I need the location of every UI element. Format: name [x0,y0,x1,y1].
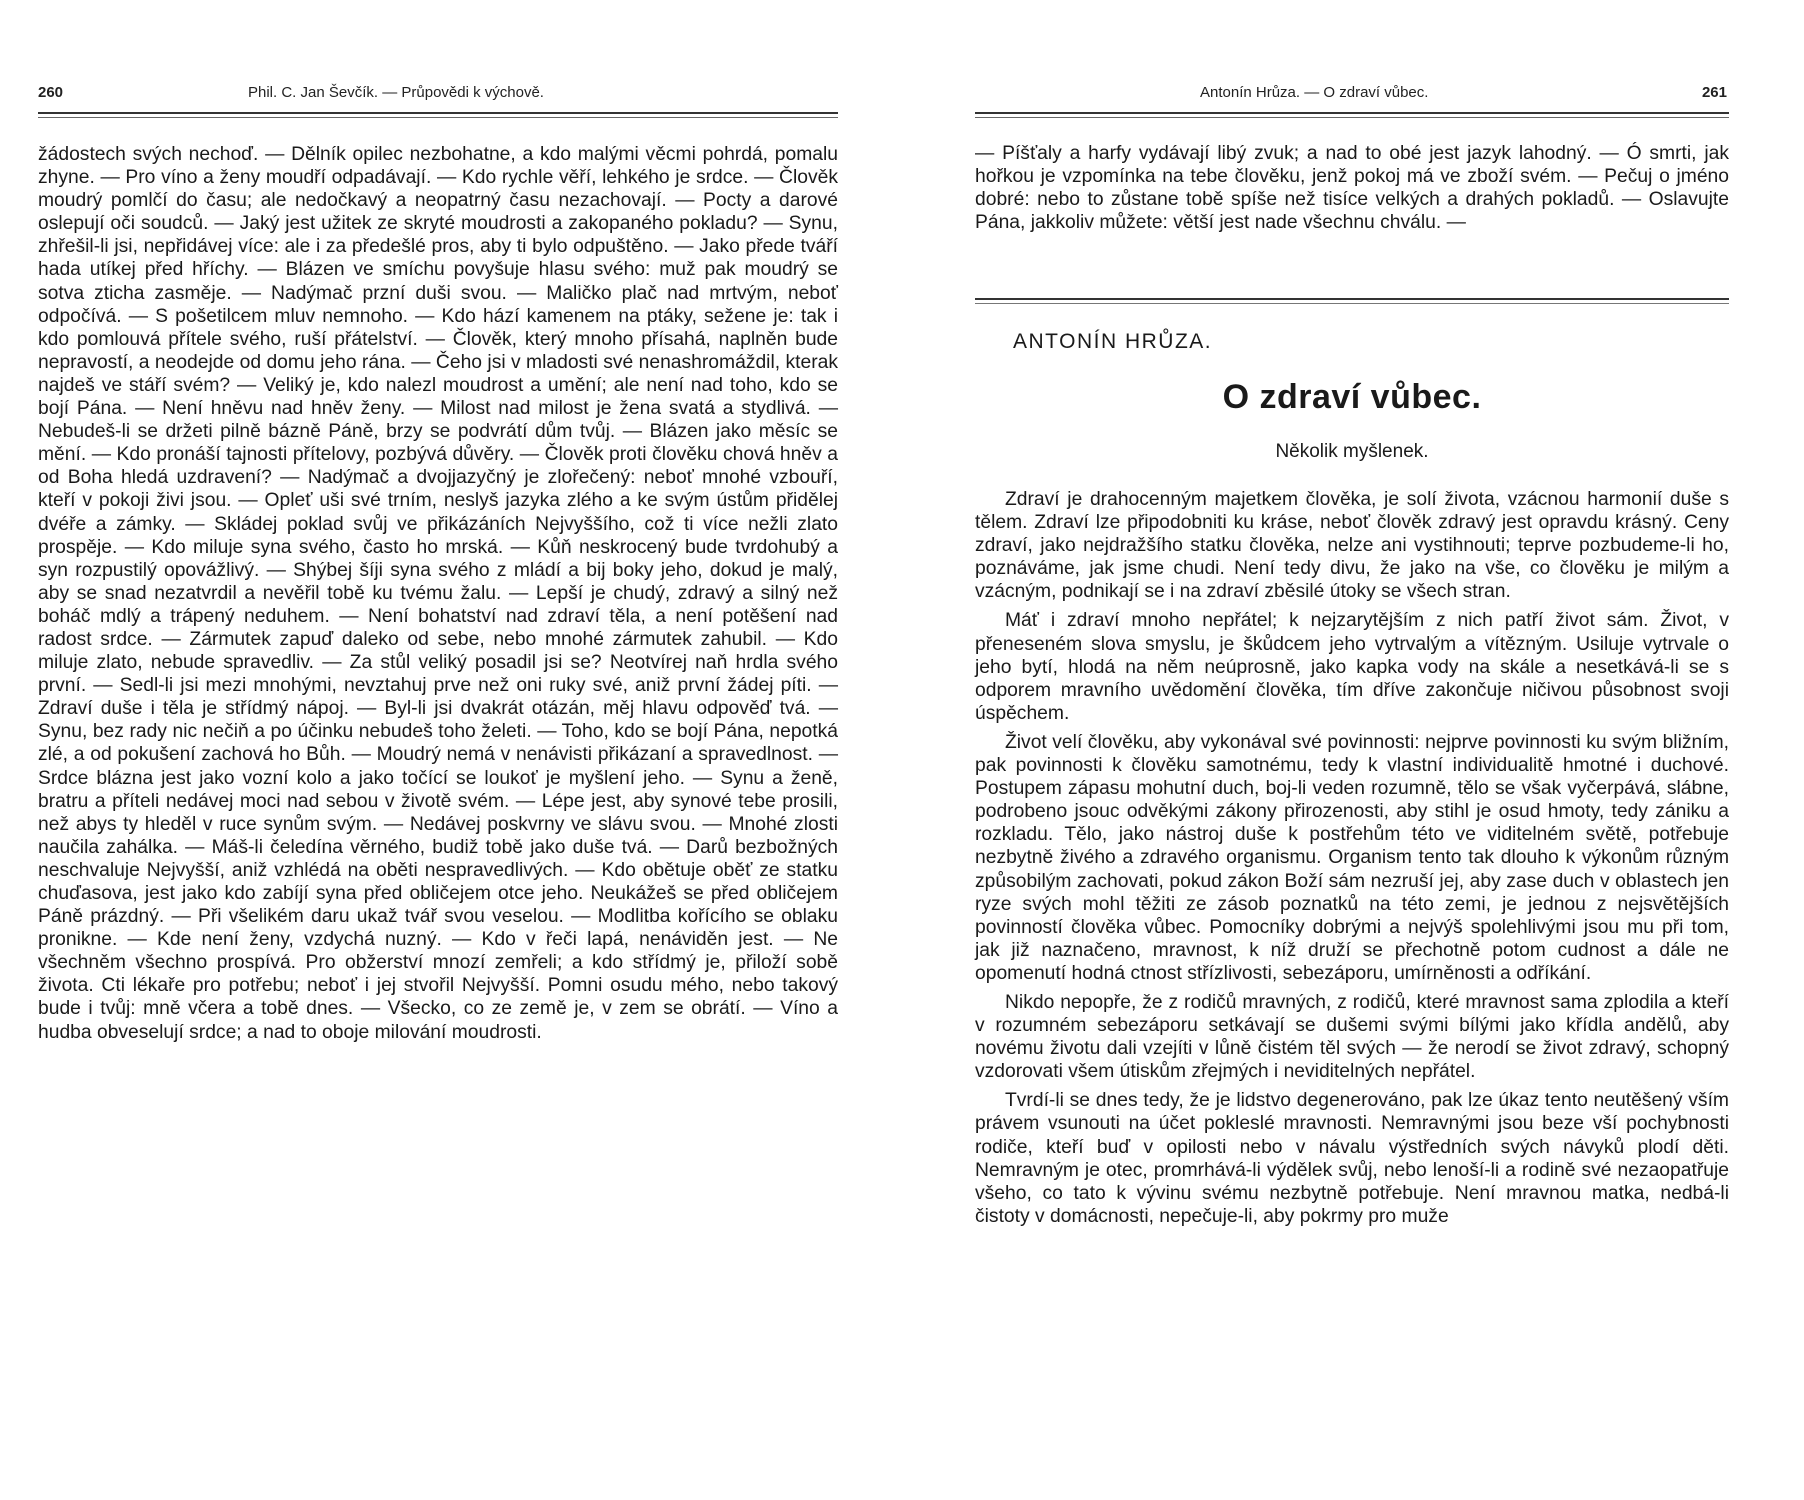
right-running-title: Antonín Hrůza. — O zdraví vůbec. [1200,84,1429,101]
article-title: O zdraví vůbec. [1222,378,1482,416]
article-subtitle: Několik myšlenek. [1275,441,1429,462]
article-body [975,488,1729,1234]
right-top-body [975,142,1729,234]
left-running-title: Phil. C. Jan Ševčík. — Průpovědi k výchově. [248,84,544,101]
left-page [38,0,838,1500]
article-paragraph-5: Tvrdí-li se dnes tedy, že je lidstvo degenerováno, pak lze úkaz tento neutěšený vším právem vsunouti na účet pokleslé mravnosti. Nemravnými jsou beze vší pochybnosti rodiče, kteří buď v opilosti nebo v návalu výstředních svých návyků plodí děti. Nemravným je otec, promrhává-li výdělek svůj, nebo lenoší-li a rodině své nezaopatřuje všeho, co tato k vývinu svému nezbytně potřebuje. Není mravnou matka, nedbá-li čistoty v domácnosti, nepečuje-li, aby pokrmy pro muže [975,1090,1729,1227]
right-page-number: 261 [1701,84,1727,101]
right-header-rule [975,112,1729,114]
article-paragraph-4: Nikdo nepopře, že z rodičů mravných, z rodičů, které mravnost sama zplodila a kteří v rozumném sebezáporu setkávají se dušemi svými bílými jako křídla andělů, aby novému životu dali vzejíti v lůně čistém těl svých — že nerodí se život zdravý, schopný vzdorovati všem útiskům zřejmých i neviditelných nepřátel. [975,991,1729,1083]
left-body [38,143,838,1044]
article-author: ANTONÍN HRŮZA. [1013,330,1213,353]
right-page [975,0,1729,1500]
article-paragraph-3: Život velí člověku, aby vykonával své povinnosti: nejprve povinnosti ku svým bližním, pak povinnosti k člověku samotnému, tedy k vlastní individualitě hmotné i duchové. Postupem zápasu mohutní duch, boj-li veden rozumně, tělo se však vyčerpává, slábne, podrobeno jsouc odvěkými zákony přirozenosti, aby stihl je osud hmoty, tedy zániku a rozkladu. Tělo, jako nástroj duše k postřehům této ve viditelném světě, potřebuje nezbytně živého a zdravého organismu. Organism tento tak dlouho k výkonům různým způsobilým zachovati, pokud zákon Boží sám nezruší jej, aby zase duch v oblastech jen ryze svých mohl těžiti ze zásob poznatků na této zemi, je jednou z nejsvětějších povinností člověka vůbec. Pomocníky dobrými a nejvýš spolehlivými jsou mu při tom, jak již naznačeno, mravnost, k níž druží se přechotně potom cudnost a dále ne opomenutí hodná ctnost střízlivosti, sebezáporu, umírněnosti a odříkání. [975,731,1729,984]
left-header-rule [38,112,838,114]
left-running-head [38,84,838,110]
right-running-head [975,84,1729,110]
left-body-paragraph: žádostech svých nechoď. — Dělník opilec nezbohatne, a kdo malými věcmi pohrdá, pomalu zhyne. — Pro víno a ženy moudří odpadávají. — Kdo rychle věří, lehkého je srdce. — Člověk moudrý pomlčí do času; ale nedočkavý a neopatrný času nezachovají. — Pocty a darové oslepují oči soudců. — Jaký jest užitek ze skryté moudrosti a zakopaného pokladu? — Synu, zhřešil-li jsi, nepřidávej více: ale i za předešlé pros, aby ti bylo odpuštěno. — Jako přede tváří hada utíkej před hříchy. — Blázen ve smíchu povyšuje hlasu svého: muž pak moudrý se sotva zticha zasměje. — Nadýmač przní duši svou. — Maličko plač nad mrtvým, neboť odpočívá. — S pošetilcem mluv nemnoho. — Kdo hází kamenem na ptáky, sežene je: tak i kdo pomlouvá přítele svého, ruší přátelství. — Člověk, který mnoho přísahá, naplněn bude nepravostí, a neodejde od domu jeho rána. — Čeho jsi v mladosti své nenashromáždil, kterak najdeš ve stáří svém? — Veliký je, kdo nalezl moudrost a umění; ale není nad toho, kdo se bojí Pána. — Není hněvu nad hněv ženy. — Milost nad milost je žena svatá a stydlivá. — Nebudeš-li se držeti pilně bázně Páně, brzy se podvrátí dům tvůj. — Blázen jako měsíc se mění. — Kdo pronáší tajnosti přítelovy, pozbývá důvěry. — Člověk proti člověku chová hněv a od Boha hledá uzdravení? — Nadýmač a dvojjazyčný je zlořečený: neboť mnohé vzbouří, kteří v pokoji živi jsou. — Opleť uši své trním, neslyš jazyka zlého a ke svým ústům přidělej dvéře a zámky. — Skládej poklad svůj ve přikázáních Nejvyššího, což ti více nežli zlato prospěje. — Kdo miluje syna svého, často ho mrská. — Kůň neskrocený bude tvrdohubý a syn rozpustilý opovážlivý. — Shýbej šíji syna svého z mládí a bij boky jeho, dokud je malý, aby se snad nezatvrdil a nevěřil tobě ku tvému žalu. — Lepší je chudý, zdravý a silný než boháč mdlý a trápený neduhem. — Není bohatství nad zdraví těla, a není potěšení nad radost srdce. — Zármutek zapuď daleko od sebe, nebo mnohé zármutek zahubil. — Kdo miluje zlato, nebude spravedliv. — Za stůl veliký posadil jsi se? Neotvírej naň hrdla svého první. — Sedl-li jsi mezi mnohými, nevztahuj prve než oni ruky své, aniž první žádej píti. — Zdraví duše i těla je střídmý nápoj. — Byl-li jsi dvakrát otázán, měj hlavu odpověď tvá. — Synu, bez rady nic nečiň a po účinku nebudeš toho želeti. — Toho, kdo se bojí Pána, nepotká zlé, a od pokušení zachová ho Bůh. — Moudrý nemá v nenávisti přikázaní a spravedlnost. — Srdce blázna jest jako vozní kolo a jako točící se loukoť je myšlení jeho. — Synu a ženě, bratru a příteli nedávej moci nad sebou v životě svém. — Lépe jest, aby synové tebe prosili, než abys ty hleděl v ruce synům svým. — Nedávej poskvrny ve slávu svou. — Mnohé zlosti naučila zahálka. — Máš-li čeledína věrného, budiž tobě jako duše tvá. — Darů bezbožných neschvaluje Nejvyšší, aniž vzhlédá na oběti nespravedlivých. — Kdo obětuje oběť ze statku chuďasova, jest jako kdo zabíjí syna před obličejem otce jeho. Neukážeš se před obličejem Páně prázdný. — Při všelikém daru ukaž tvář svou veselou. — Modlitba kořícího se oblaku pronikne. — Kde není ženy, vzdychá nuzný. — Kdo v řeči lapá, nenáviděn jest. — Ne všechněm všechno prospívá. Pro obžerství mnozí zemřeli; a kdo střídmý je, přiloží sobě života. Cti lékaře pro potřebu; neboť i jej stvořil Nejvyšší. Pomni osudu mého, nebo takový bude i tvůj: mně včera a tobě dnes. — Všecko, co ze země je, v zem se obrátí. — Víno a hudba obveselují srdce; a nad to oboje milování moudrosti. [38,144,838,1043]
article-paragraph-2: Máť i zdraví mnoho nepřátel; k nejzarytějším z nich patří život sám. Život, v přeneseném slova smyslu, je škůdcem jeho vytrvalým a vítězným. Usiluje vytrvale o jeho bytí, hlodá na něm neúprosně, jako kapka vody na skále a nesetkává-li se s odporem mravního uvědomění člověka, tím dříve zakončuje ničivou působnost svoji úspěchem. [975,610,1729,724]
section-divider [975,298,1729,300]
article-paragraph-1: Zdraví je drahocenným majetkem člověka, je solí života, vzácnou harmonií duše s tělem. Zdraví lze připodobniti ku kráse, neboť člověk zdravý jest opravdu krásný. Ceny zdraví, jako nejdražšího statku člověka, nelze ani vystihnouti; teprve pozbudeme-li ho, poznáváme, jak jsme chudi. Není tedy divu, že jako na vše, co člověku je milým a vzácným, podnikají se i na zdraví zběsilé útoky se všech stran. [975,489,1729,603]
right-top-paragraph: — Píšťaly a harfy vydávají libý zvuk; a nad to obé jest jazyk lahodný. — Ó smrti, jak hořkou je vzpomínka na tebe člověku, jenž pokoj má ve zboží svém. — Pečuj o jméno dobré: nebo to zůstane tobě spíše než tisíce velkých a drahých pokladů. — Oslavujte Pána, jakkoliv můžete: větší jest nade všechnu chválu. — [975,143,1729,234]
left-page-number: 260 [38,84,64,101]
